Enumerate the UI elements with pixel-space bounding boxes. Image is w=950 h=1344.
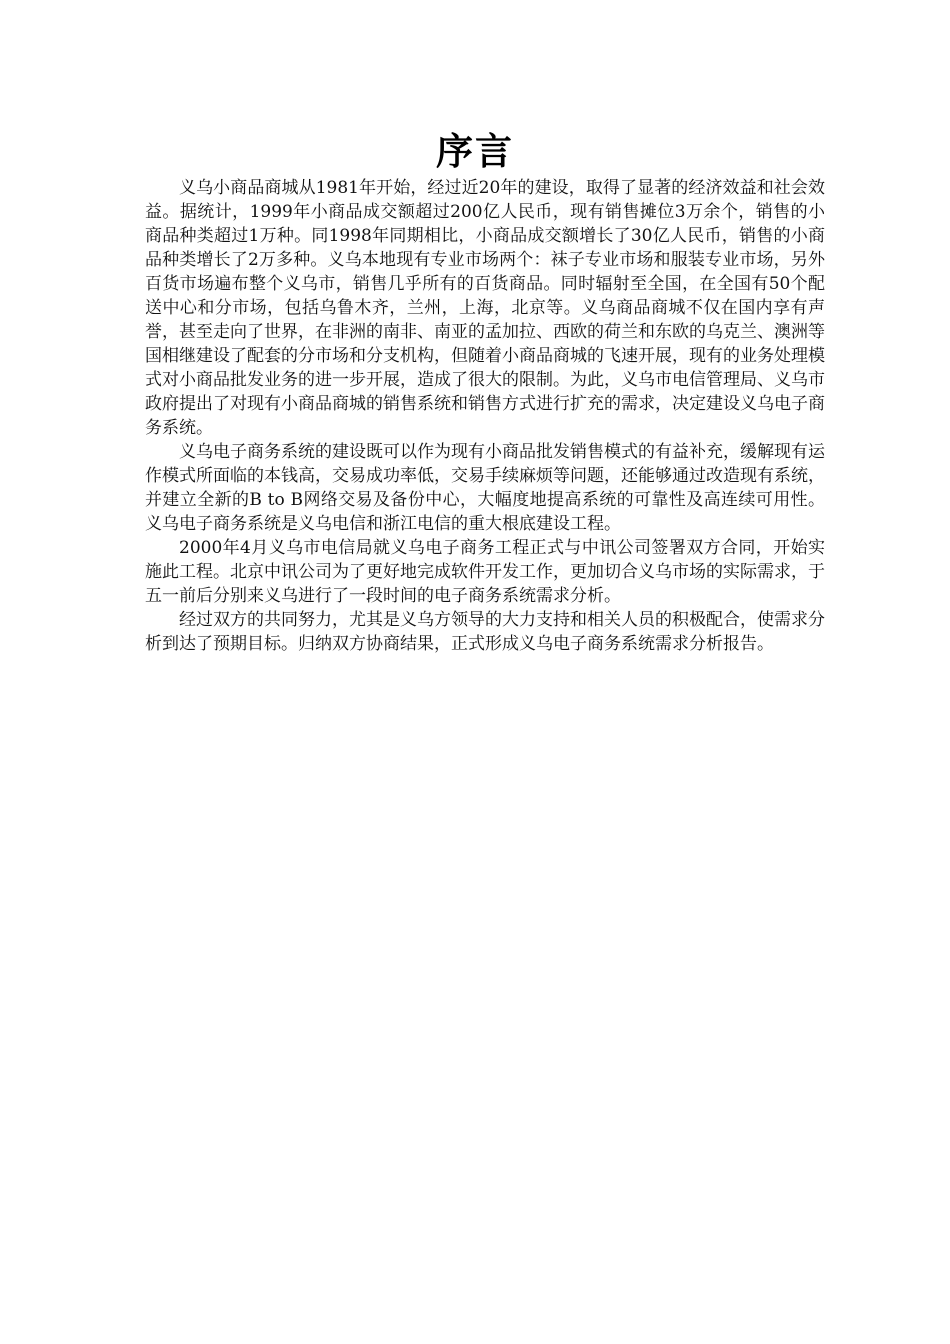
paragraph-4: 经过双方的共同努力，尤其是义乌方领导的大力支持和相关人员的积极配合，使需求分析到达了预期目标。归纳双方协商结果，正式形成义乌电子商务系统需求分析报告。 xyxy=(145,610,825,654)
paragraph-2: 义乌电子商务系统的建设既可以作为现有小商品批发销售模式的有益补充，缓解现有运作模式所面临的本钱高，交易成功率低，交易手续麻烦等问题，还能够通过改造现有系统，并建立全新的B to B网络交易及备份中心，大幅度地提高系统的可靠性及高连续可用性。义乌电子商务系统是义乌电信和浙江电信的重大根底建设工程。 xyxy=(145,442,825,534)
paragraph-1: 义乌小商品商城从1981年开始，经过近20年的建设，取得了显著的经济效益和社会效益。据统计，1999年小商品成交额超过200亿人民币，现有销售摊位3万余个，销售的小商品种类超过1万种。同1998年同期相比，小商品成交额增长了30亿人民币，销售的小商品种类增长了2万多种。义乌本地现有专业市场两个：袜子专业市场和服装专业市场，另外百货市场遍布整个义乌市，销售几乎所有的百货商品。同时辐射至全国，在全国有50个配送中心和分市场，包括乌鲁木齐，兰州，上海，北京等。义乌商品商城不仅在国内享有声誉，甚至走向了世界，在非洲的南非、南亚的孟加拉、西欧的荷兰和东欧的乌克兰、澳洲等国相继建设了配套的分市场和分支机构，但随着小商品商城的飞速开展，现有的业务处理模式对小商品批发业务的进一步开展，造成了很大的限制。为此，义乌市电信管理局、义乌市政府提出了对现有小商品商城的销售系统和销售方式进行扩充的需求，决定建设义乌电子商务系统。 xyxy=(145,178,825,438)
document-body xyxy=(145,176,825,656)
paragraph-3: 2000年4月义乌市电信局就义乌电子商务工程正式与中讯公司签署双方合同，开始实施此工程。北京中讯公司为了更好地完成软件开发工作，更加切合义乌市场的实际需求，于五一前后分别来义乌进行了一段时间的电子商务系统需求分析。 xyxy=(145,538,825,606)
page-title: 序言 xyxy=(436,130,514,173)
